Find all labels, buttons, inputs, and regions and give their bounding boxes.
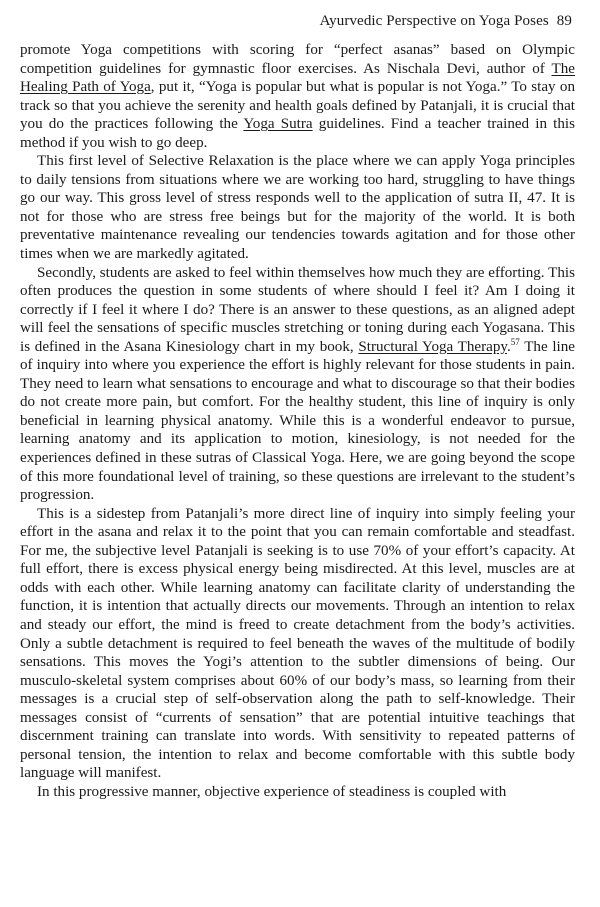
page-number: 89	[556, 13, 572, 29]
footnote-marker: 57	[510, 336, 520, 347]
paragraph-1	[20, 41, 575, 152]
text-run: .	[506, 338, 511, 355]
body-text	[20, 41, 575, 801]
running-header	[320, 12, 572, 30]
paragraph-3	[20, 264, 575, 505]
paragraph-4: This is a sidestep from Patanjali’s more direct line of inquiry into simply feeling your effort in the asana and relax it to the point that you can remain comfortable and steadfast. For me, the subjective level Patanjali is seeking is to use 70% of your effort’s capacity. At full effort, there is excess physical energy being misdirected. At this level, muscles are at odds with each other. While learning anatomy can facilitate clarity of understanding the function, it is intention that actually directs our movements. Through an intention to relax and steady our effort, the mind is freed to create detachment from the body’s activities. Only a subtle detachment is required to feel beneath the waves of the multitude of bodily sensations. This moves the Yogi’s attention to the subtler dimensions of being. Our musculo-skeletal system comprises about 60% of our body’s mass, so learning from their messages is a crucial step of self-observation along the path to self-knowledge. Their messages consist of “currents of sensation” that are potential intuitive teachings that discernment training can translate into words. With sensitivity to repeated patterns of personal tension, the intention to relax and become comfortable with this subtle body language will manifest.	[20, 505, 575, 782]
book-title-structural-yoga-therapy: Structural Yoga Therapy	[358, 338, 507, 355]
text-run: Secondly, students are asked to feel within themselves how much they are efforting. This often produces the question in some students of where should I feel it? Am I doing it correctly if I feel it where I do? There is an answer to these questions, as an aligned adept will feel the sensations of specific muscles stretching or toning during each Yogasana. This is defined in the Asana Kinesiology chart in my book,	[20, 264, 575, 355]
paragraph-5: In this progressive manner, objective experience of steadiness is coupled with	[37, 783, 507, 800]
text-run: guidelines. Find a teacher trained in this method if you wish to go deep.	[20, 116, 575, 151]
book-title-yoga-sutra: Yoga Sutra	[243, 116, 313, 133]
paragraph-2: This first level of Selective Relaxation is the place where we can apply Yoga principles to daily tensions from situations where we are working too hard, struggling to have things go our way. This gross level of stress responds well to the application of sutra II, 47. It is not for those who are stress free beings but for the majority of the world. It is both preventative maintenance revealing our tendencies towards agitation and for those other times when we are markedly agitated.	[20, 153, 575, 263]
running-title: Ayurvedic Perspective on Yoga Poses	[319, 13, 549, 29]
text-run: promote Yoga competitions with scoring for “perfect asanas” based on Olympic competition guidelines for gymnastic floor exercises. As Nischala Devi, author of	[20, 42, 575, 77]
text-run: , put it, “Yoga is popular but what is popular is not Yoga.” To stay on track so that you achieve the serenity and health goals defined by Patanjali, it is crucial that you do the practices following the	[20, 79, 575, 133]
book-title-healing-path-of-yoga: The Healing Path of Yoga	[20, 60, 575, 96]
text-run: The line of inquiry into where you experience the effort is highly relevant for those students in pain. They need to learn what sensations to encourage and what to discourage so that their bodies do not create more pain, but comfort. For the healthy student, this line of inquiry is only beneficial in learning physical anatomy. While this is a wonderful endeavor to pursue, learning anatomy and its application to motion, kinesiology, is not needed for the experiences defined in these sutras of Classical Yoga. Here, we are going beyond the scope of this more foundational level of training, so these questions are irrelevant to the student’s progression.	[20, 338, 576, 504]
